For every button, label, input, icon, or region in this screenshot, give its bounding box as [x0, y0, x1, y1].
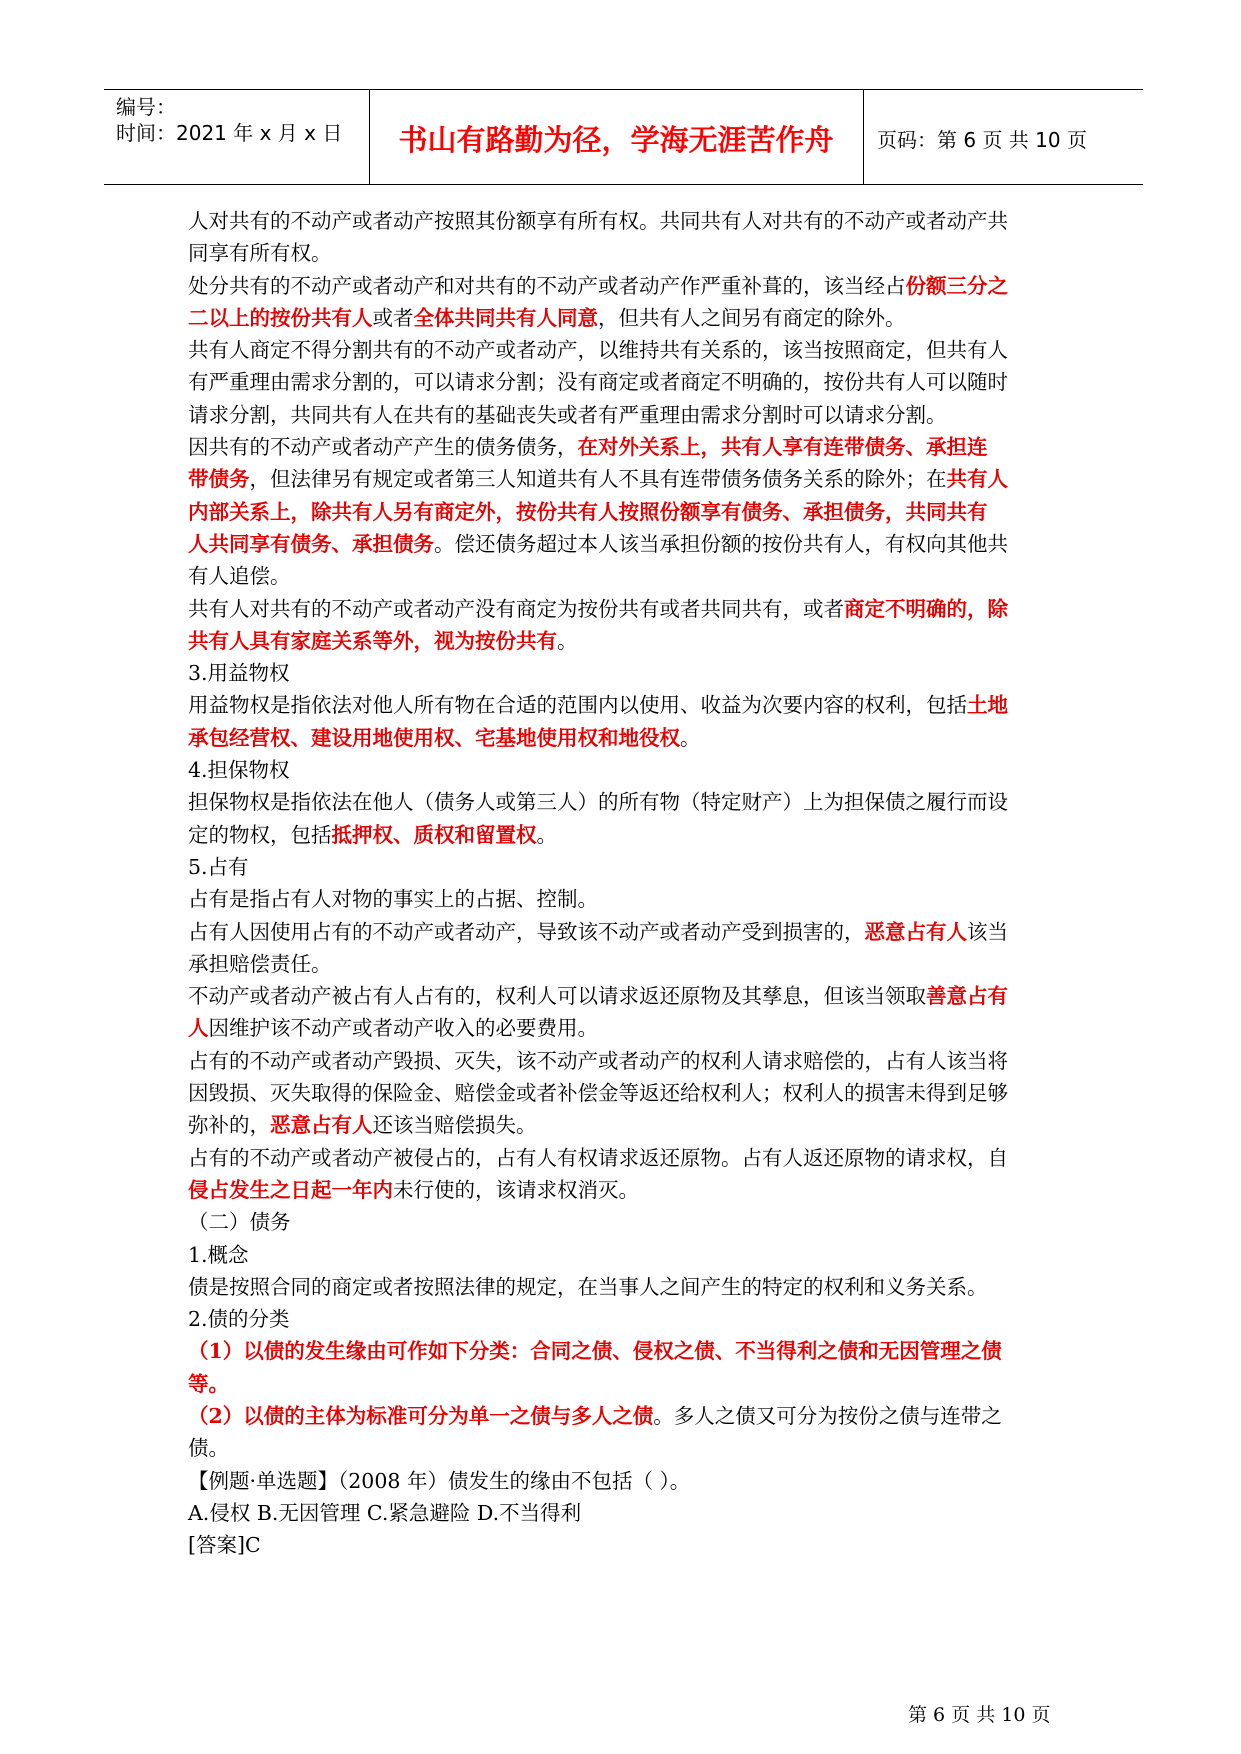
body-text: 4.担保物权: [188, 758, 290, 783]
text-line: [188, 1465, 1068, 1497]
text-line: [188, 851, 1068, 883]
header-motto-cell: [369, 90, 864, 184]
body-text: 。多人之债又可分为按份之债与连带之: [653, 1403, 1002, 1428]
highlighted-text: 共有人具有家庭关系等外，视为按份共有: [188, 628, 557, 653]
body-text: 占有的不动产或者动产被侵占的，占有人有权请求返还原物。占有人返还原物的请求权，自: [188, 1145, 1008, 1170]
body-text: 担保物权是指依法在他人（债务人或第三人）的所有物（特定财产）上为担保债之履行而设: [188, 790, 1008, 815]
body-text: 。: [680, 725, 701, 750]
body-text: 3.用益物权: [188, 661, 290, 686]
page-footer: 第 6 页 共 10 页: [908, 1704, 1051, 1726]
body-text: （二）债务: [188, 1210, 291, 1235]
highlighted-text: 共有人: [946, 467, 1008, 492]
text-line: [188, 1077, 1068, 1109]
text-line: [188, 883, 1068, 915]
body-text: 有严重理由需求分割的，可以请求分割；没有商定或者商定不明确的，按份共有人可以随时: [188, 370, 1008, 395]
body-text: 因毁损、灭失取得的保险金、赔偿金或者补偿金等返还给权利人；权利人的损害未得到足够: [188, 1081, 1008, 1106]
text-line: [188, 366, 1068, 398]
highlighted-text: 二以上的按份共有人: [188, 305, 373, 330]
highlighted-text: 承包经营权、建设用地使用权、宅基地使用权和地役权: [188, 725, 680, 750]
text-line: [188, 399, 1068, 431]
text-line: [188, 948, 1068, 980]
text-line: [188, 334, 1068, 366]
highlighted-text: 份额三分之: [905, 273, 1008, 298]
header-meta-cell: [104, 90, 370, 184]
body-text: 债。: [188, 1436, 229, 1461]
highlighted-text: 带债务: [188, 467, 250, 492]
header-page-cell: [863, 90, 1143, 184]
text-line: [188, 786, 1068, 818]
text-line: [188, 1045, 1068, 1077]
highlighted-text: 等。: [188, 1371, 229, 1396]
text-line: [188, 496, 1068, 528]
body-text: 2.债的分类: [188, 1307, 290, 1332]
body-text: 弥补的，: [188, 1113, 270, 1138]
text-line: [188, 431, 1068, 463]
body-text: 。: [536, 822, 557, 847]
text-line: [188, 593, 1068, 625]
highlighted-text: 抵押权、质权和留置权: [331, 822, 537, 847]
text-line: [188, 1174, 1068, 1206]
text-line: [188, 754, 1068, 786]
body-text: 5.占有: [188, 854, 249, 879]
body-text: 未行使的，该请求权消灭。: [393, 1177, 639, 1202]
text-line: [188, 1206, 1068, 1238]
body-text: ，但法律另有规定或者第三人知道共有人不具有连带债务债务关系的除外；在: [249, 467, 947, 492]
text-line: [188, 1400, 1068, 1432]
highlighted-text: （2）以债的主体为标准可分为单一之债与多人之债: [188, 1403, 654, 1428]
body-text: 。偿还债务超过本人该当承担份额的按份共有人，有权向其他共: [434, 531, 1008, 556]
highlighted-text: 在对外关系上，共有人享有连带债务、承担连: [577, 435, 988, 460]
text-line: [188, 1529, 1068, 1561]
text-line: [188, 205, 1068, 237]
body-text: [答案]C: [188, 1533, 261, 1558]
text-line: [188, 1109, 1068, 1141]
text-line: [188, 528, 1068, 560]
body-text: 不动产或者动产被占有人占有的，权利人可以请求返还原物及其孳息，但该当领取: [188, 984, 926, 1009]
document-time-label: 时间：2021 年 x 月 x 日: [116, 121, 343, 145]
body-text: A.侵权 B.无因管理 C.紧急避险 D.不当得利: [188, 1500, 582, 1525]
body-text: 占有人因使用占有的不动产或者动产，导致该不动产或者动产受到损害的，: [188, 919, 865, 944]
body-text: 债是按照合同的商定或者按照法律的规定，在当事人之间产生的特定的权利和义务关系。: [188, 1274, 988, 1299]
text-line: [188, 625, 1068, 657]
body-text: 定的物权，包括: [188, 822, 332, 847]
body-text: 共有人商定不得分割共有的不动产或者动产，以维持共有关系的，该当按照商定，但共有人: [188, 338, 1008, 363]
text-line: [188, 463, 1068, 495]
text-line: [188, 819, 1068, 851]
body-text: 同享有所有权。: [188, 241, 332, 266]
highlighted-text: 恶意占有人: [864, 919, 967, 944]
text-line: [188, 560, 1068, 592]
document-number-label: 编号：: [116, 95, 176, 119]
page-header: [104, 89, 1143, 185]
header-motto: 书山有路勤为径，学海无涯苦作舟: [398, 123, 834, 157]
text-line: [188, 237, 1068, 269]
highlighted-text: （1）以债的发生缘由可作如下分类：合同之债、侵权之债、不当得利之债和无因管理之债: [188, 1339, 1002, 1364]
highlighted-text: 侵占发生之日起一年内: [188, 1177, 393, 1202]
text-line: [188, 302, 1068, 334]
highlighted-text: 内部关系上，除共有人另有商定外，按份共有人按照份额享有债务、承担债务，共同共有: [188, 499, 988, 524]
text-line: [188, 980, 1068, 1012]
body-text: 用益物权是指依法对他人所有物在合适的范围内以使用、收益为次要内容的权利，包括: [188, 693, 967, 718]
text-line: [188, 1497, 1068, 1529]
text-line: [188, 1432, 1068, 1464]
body-text: 【例题·单选题】（2008 年）债发生的缘由不包括（ ）。: [188, 1468, 691, 1493]
body-text: 有人追偿。: [188, 564, 291, 589]
highlighted-text: 人共同享有债务、承担债务: [188, 531, 434, 556]
body-text: 共有人对共有的不动产或者动产没有商定为按份共有或者共同共有，或者: [188, 596, 844, 621]
text-line: [188, 1303, 1068, 1335]
body-text: 因共有的不动产或者动产产生的债务债务，: [188, 435, 578, 460]
body-text: ，但共有人之间另有商定的除外。: [598, 305, 906, 330]
highlighted-text: 商定不明确的，除: [844, 596, 1008, 621]
body-text: 该当: [967, 919, 1008, 944]
body-text: 承担赔偿责任。: [188, 951, 332, 976]
body-text: 请求分割，共同共有人在共有的基础丧失或者有严重理由需求分割时可以请求分割。: [188, 402, 947, 427]
body-text: 1.概念: [188, 1242, 249, 1267]
highlighted-text: 人: [188, 1016, 209, 1041]
header-page-number: 页码：第 6 页 共 10 页: [877, 128, 1087, 152]
text-line: [188, 1335, 1068, 1367]
highlighted-text: 恶意占有人: [270, 1113, 373, 1138]
text-line: [188, 657, 1068, 689]
text-line: [188, 1271, 1068, 1303]
text-line: [188, 1368, 1068, 1400]
text-line: [188, 270, 1068, 302]
highlighted-text: 善意占有: [926, 984, 1008, 1009]
body-text: 处分共有的不动产或者动产和对共有的不动产或者动产作严重补葺的，该当经占: [188, 273, 906, 298]
text-line: [188, 916, 1068, 948]
text-line: [188, 1142, 1068, 1174]
text-line: [188, 689, 1068, 721]
highlighted-text: 全体共同共有人同意: [413, 305, 598, 330]
body-text: 因维护该不动产或者动产收入的必要费用。: [208, 1016, 598, 1041]
text-line: [188, 1239, 1068, 1271]
body-text: 。: [557, 628, 578, 653]
text-line: [188, 722, 1068, 754]
body-text: 占有是指占有人对物的事实上的占据、控制。: [188, 887, 598, 912]
highlighted-text: 土地: [967, 693, 1008, 718]
body-text: 还该当赔偿损失。: [372, 1113, 537, 1138]
document-body: [188, 205, 1068, 1561]
text-line: [188, 1012, 1068, 1044]
body-text: 人对共有的不动产或者动产按照其份额享有所有权。共同共有人对共有的不动产或者动产共: [188, 209, 1008, 233]
body-text: 占有的不动产或者动产毁损、灭失，该不动产或者动产的权利人请求赔偿的，占有人该当将: [188, 1048, 1008, 1073]
body-text: 或者: [372, 305, 414, 330]
